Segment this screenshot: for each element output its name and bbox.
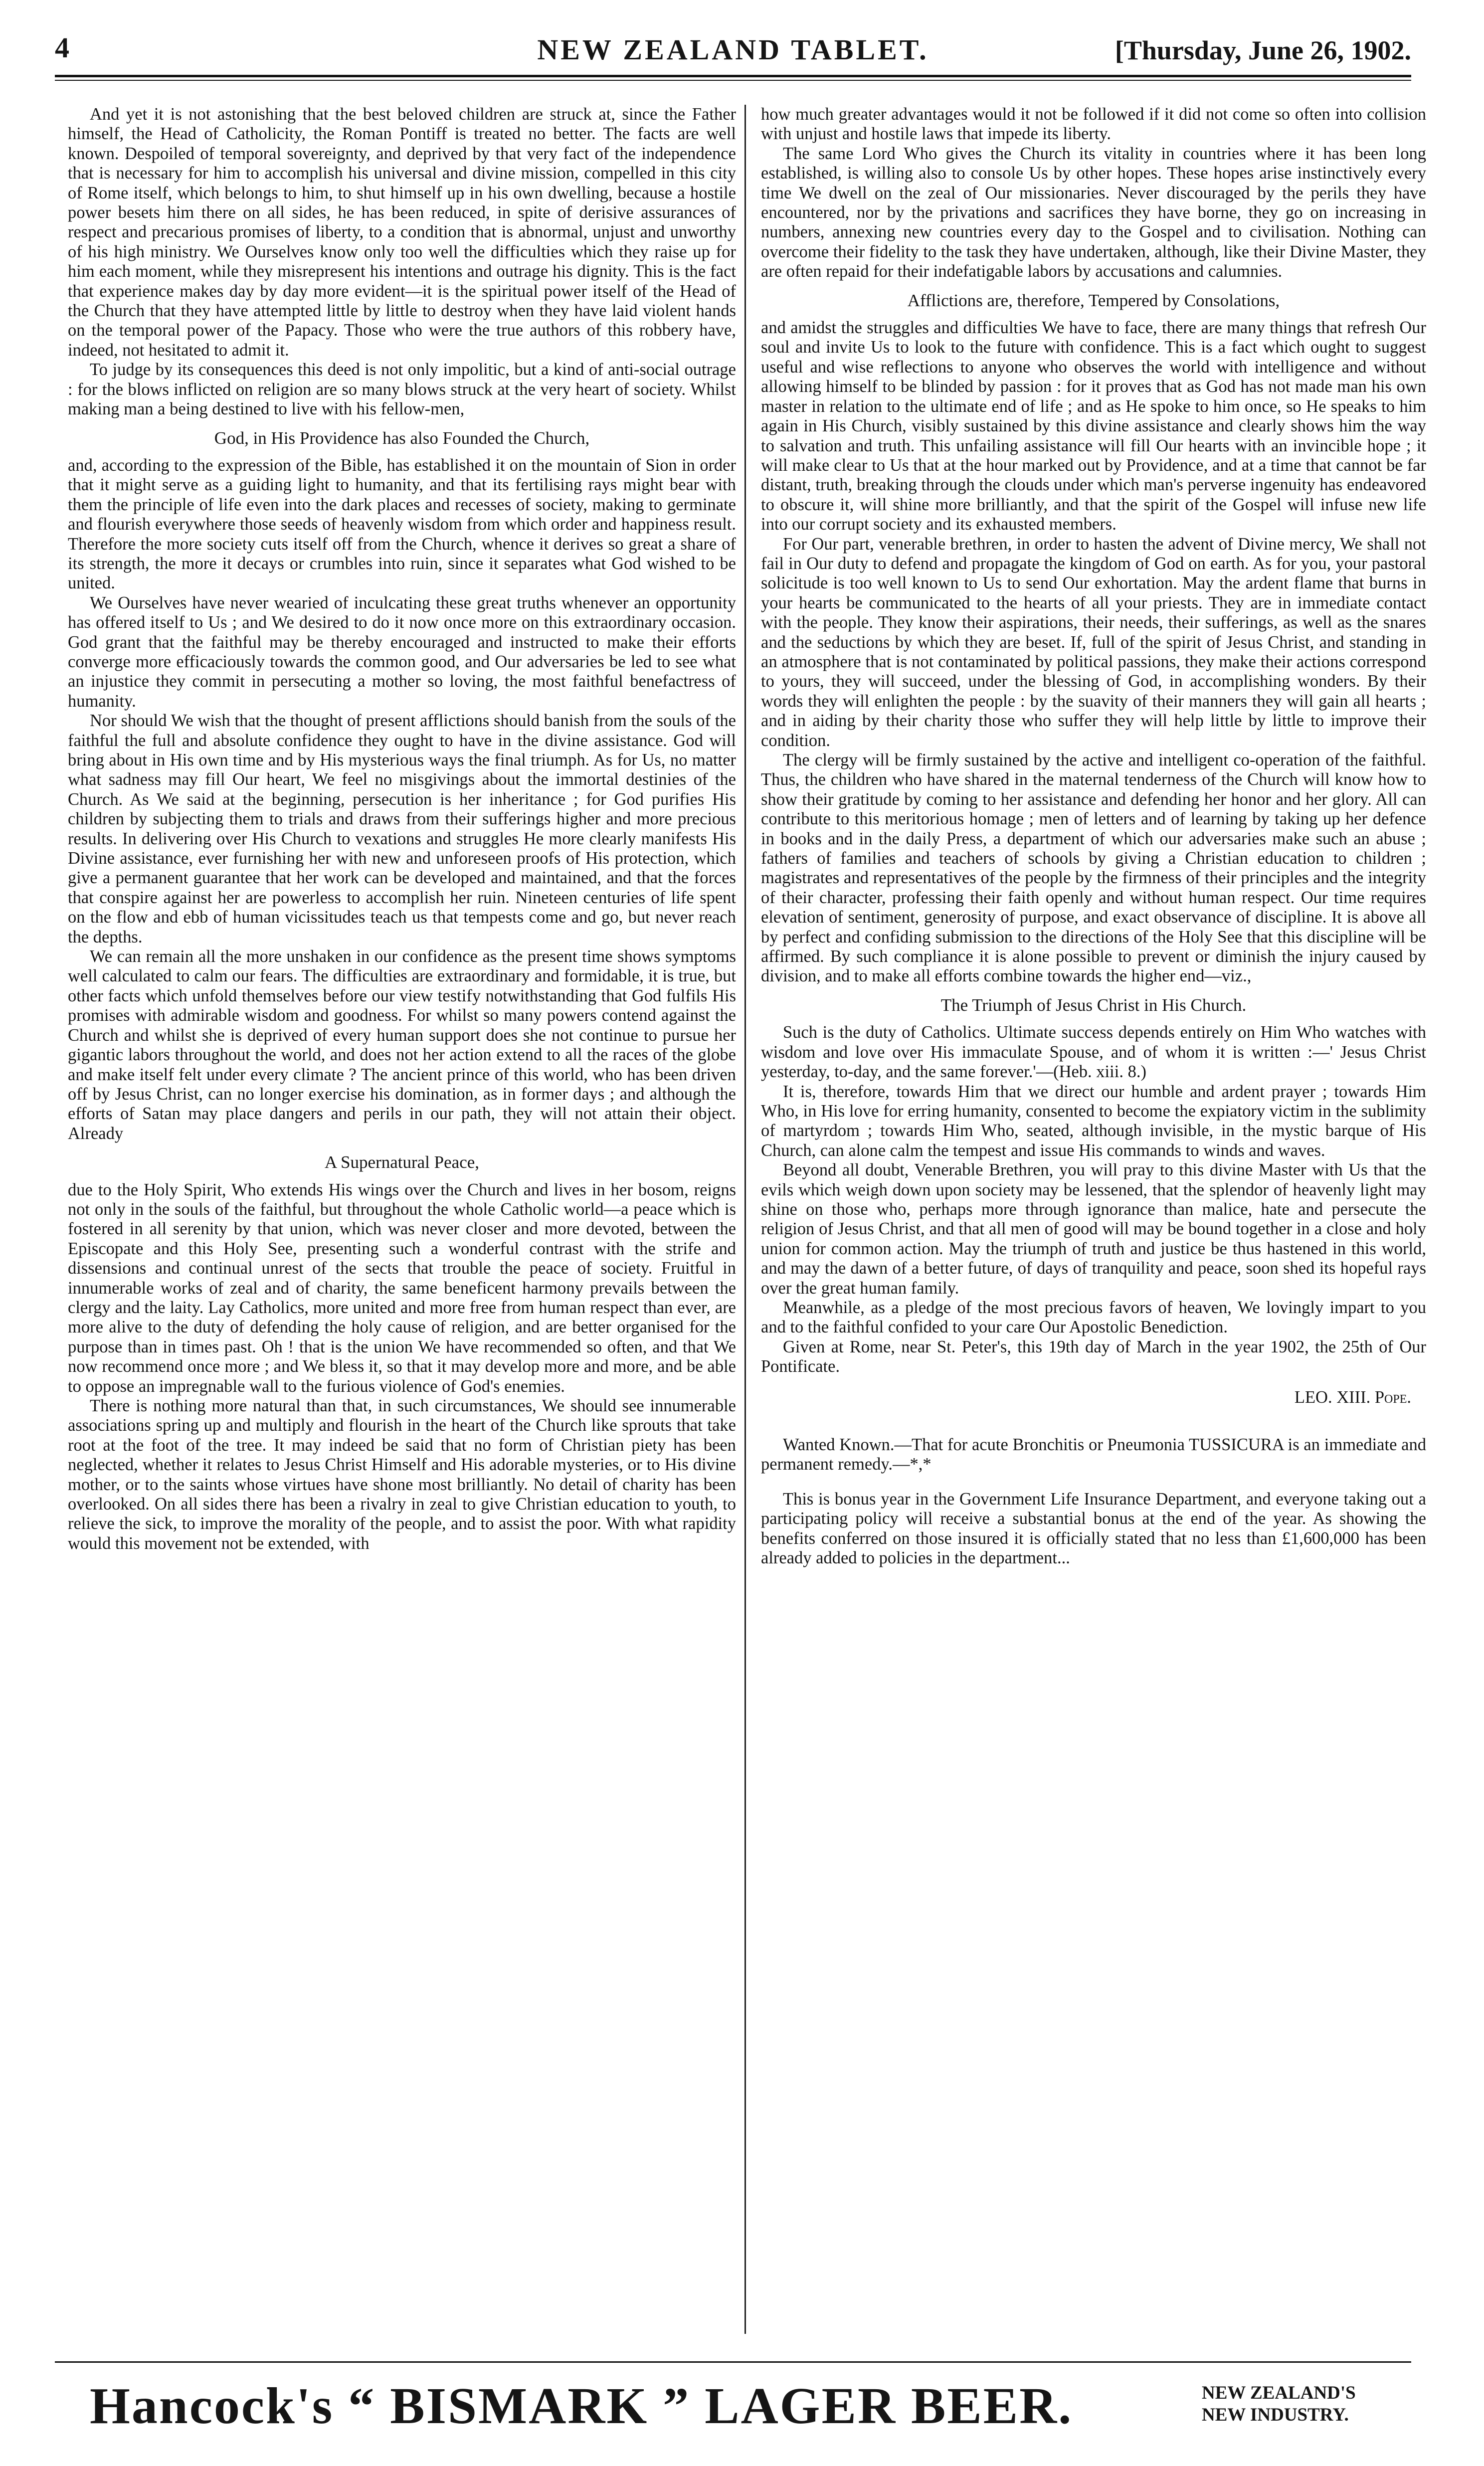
paragraph: For Our part, venerable brethren, in order to hasten the advent of Divine mercy, We shall not fail in Our duty to defend and propagate the kingdom of God on earth. As for you, your pastoral solicitude is too well known to Us to send Our exhortation. May the ardent flame that burns in your hearts be communicated to the hearts of all your priests. They are in immediate contact with the people. They know their aspirations, their needs, their sufferings, as well as the snares and the seductions by which they are beset. If, full of the spirit of Jesus Christ, and standing in an atmosphere that is not contaminated by political passions, they make their actions correspond to yours, they will succeed, under the blessing of God, in accomplishing wonders. By their words they will enlighten the people : by the suavity of their manners they will gain all hearts ; and in aiding by their charity those who suffer they will help little by little to improve their condition. bbox=[761, 534, 1426, 750]
column-divider bbox=[744, 105, 746, 2334]
paragraph: Meanwhile, as a pledge of the most precious favors of heaven, We lovingly impart to you and to the faithful confided to your care Our Apostolic Benediction. bbox=[761, 1298, 1426, 1337]
footer-rule bbox=[55, 2361, 1411, 2363]
header-rule bbox=[55, 75, 1411, 77]
tagline-line-2: NEW INDUSTRY. bbox=[1202, 2405, 1349, 2425]
paragraph: Given at Rome, near St. Peter's, this 19th day of March in the year 1902, the 25th of Our Pontificate. bbox=[761, 1337, 1426, 1376]
paragraph: and, according to the expression of the Bible, has established it on the mountain of Sion in order that it might serve as a guiding light to humanity, and that its fertilising rays might bear with them the principle of life even into the dark places and recesses of society, making to germinate and flourish everywhere those seeds of heavenly wisdom from which order and happiness result. Therefore the more society cuts itself off from the Church, whence it derives so great a share of its strength, the more it decays or crumbles into ruin, since it separates what God wished to be united. bbox=[68, 455, 736, 593]
page-header bbox=[55, 31, 1411, 71]
section-subheading: Afflictions are, therefore, Tempered by Consolations, bbox=[907, 290, 1280, 310]
page-number: 4 bbox=[55, 31, 69, 64]
advert-headline: Hancock's “ BISMARK ” LAGER BEER. bbox=[90, 2377, 1073, 2435]
paragraph: The same Lord Who gives the Church its vitality in countries where it has been long established, is willing also to console Us by other hopes. These hopes arise instinctively every time We dwell on the zeal of Our missionaries. Never discouraged by the perils they have encountered, nor by the privations and sacrifices they have borne, they go on increasing in numbers, annexing new countries every day to the Gospel and to civilisation. Nothing can overcome their fidelity to the task they have undertaken, although, like their Divine Master, they are often repaid for their indefatigable labors by accusations and calumnies. bbox=[761, 144, 1426, 281]
paragraph: Such is the duty of Catholics. Ultimate success depends entirely on Him Who watches with wisdom and love over His immaculate Spouse, and of whom it is written :—' Jesus Christ yesterday, to-day, and the same forever.'—(Heb. xiii. 8.) bbox=[761, 1023, 1426, 1082]
section-subheading: God, in His Providence has also Founded the Church, bbox=[214, 428, 590, 448]
paragraph: Nor should We wish that the thought of present afflictions should banish from the souls of the faithful the full and absolute confidence they ought to have in the divine assistance. God will bring about in His own time and by His mysterious ways the final triumph. As for Us, no matter what sadness may fill Our heart, We feel no misgivings about the immortal destinies of the Church. As We said at the beginning, persecution is her inheritance ; for God purifies His children by subjecting them to trials and draws from their sufferings higher and more precious results. In delivering over His Church to vexations and struggles He more clearly manifests His Divine assistance, ever furnishing her with new and unforeseen proofs of His protection, which give a permanent guarantee that her work can be developed and maintained, and that the forces that conspire against her are powerless to accomplish her ruin. Nineteen centuries of life spent on the flow and ebb of human vicissitudes teach us that tempests come and go, but never reach the depths. bbox=[68, 711, 736, 947]
notice-life-insurance: This is bonus year in the Government Life Insurance Department, and everyone taking out a participating policy will receive a substantial bonus at the end of the year. As showing the benefits conferred on those insured it is officially stated that no less than £1,600,000 has been already added to policies in the department... bbox=[761, 1489, 1426, 1568]
paragraph: Beyond all doubt, Venerable Brethren, you will pray to this divine Master with Us that the evils which weigh down upon society may be lessened, that the splendor of heavenly light may shine on those who, perhaps more through ignorance than malice, hate and persecute the religion of Jesus Christ, and that all men of good will may be bound together in a close and holy union for common action. May the triumph of truth and justice be thus hastened in this world, and may the dawn of a better future, of days of tranquility and peace, soon shed its hopeful rays over the great human family. bbox=[761, 1160, 1426, 1298]
signature: LEO. XIII. Pope. bbox=[1294, 1387, 1411, 1407]
header-rule-thin bbox=[55, 80, 1411, 81]
tagline-line-1: NEW ZEALAND'S bbox=[1202, 2383, 1356, 2403]
paragraph: how much greater advantages would it not be followed if it did not come so often into collision with unjust and hostile laws that impede its liberty. bbox=[761, 105, 1426, 144]
paragraph: We can remain all the more unshaken in our confidence as the present time shows symptoms well calculated to calm our fears. The difficulties are extraordinary and formidable, it is true, but other facts which unfold themselves before our view testify notwithstanding that God fulfils His promises with admirable wisdom and goodness. For whilst so many powers contend against the Church and whilst she is deprived of every human support does she not continue to pursue her gigantic labors throughout the world, and does not her action extend to all the races of the globe and make itself felt under every climate ? The ancient prince of this world, who has been driven off by Jesus Christ, can no longer exercise his domination, as in former days ; and although the efforts of Satan may place dangers and perils in our path, they will not attain their object. Already bbox=[68, 947, 736, 1143]
issue-date: [Thursday, June 26, 1902. bbox=[1114, 35, 1411, 65]
paragraph: There is nothing more natural than that, in such circumstances, We should see innumerable associations spring up and multiply and flourish in the heart of the Church like sprouts that take root at the foot of the tree. It may indeed be said that no form of Christian piety has been neglected, whether it relates to Jesus Christ Himself and His adorable mysteries, or to His divine mother, or to the saints whose virtues have shone most brilliantly. No detail of charity has been overlooked. On all sides there has been a rivalry in zeal to give Christian education to youth, to relieve the sick, to improve the morality of the people, and to assist the poor. With what rapidity would this movement not be extended, with bbox=[68, 1396, 736, 1553]
paragraph: It is, therefore, towards Him that we direct our humble and ardent prayer ; towards Him Who, in His love for erring humanity, consented to become the expiatory victim in the sublimity of martyrdom ; towards Him Who, seated, although invisible, in the mystic barque of His Church, can alone calm the tempest and issue His commands to winds and waves. bbox=[761, 1082, 1426, 1160]
right-column bbox=[761, 105, 1426, 1568]
masthead-title: NEW ZEALAND TABLET. bbox=[537, 33, 929, 66]
paragraph: We Ourselves have never wearied of inculcating these great truths whenever an opportunity has offered itself to Us ; and We desired to do it now once more on this extraordinary occasion. God grant that the faithful may be thereby encouraged and instructed to make their efforts converge more efficaciously towards the common good, and Our adversaries be led to see what an injustice they commit in persecuting a mother so loving, the most faithful benefactress of humanity. bbox=[68, 593, 736, 711]
paragraph: and amidst the struggles and difficulties We have to face, there are many things that refresh Our soul and invite Us to look to the future with confidence. This is a fact which ought to suggest useful and wise reflections to anyone who observes the world with intelligence and without allowing himself to be blinded by passion : for it proves that as God has not made man his own master in relation to the ultimate end of life ; and as He spoke to him once, so He speaks to him again in His Church, visibly sustained by this divine assistance and clearly shows him the way to salvation and truth. This unfailing assistance will fill Our hearts with an invincible hope ; it will make clear to Us that at the hour marked out by Providence, and at a time that cannot be far distant, truth, breaking through the clouds under which man's perverse ingenuity has endeavored to obscure it, will shine more brilliantly, and that the spirit of the Gospel will infuse new life into our corrupt society and its exhausted members. bbox=[761, 318, 1426, 534]
advert-tagline bbox=[1202, 2382, 1356, 2426]
section-subheading: The Triumph of Jesus Christ in His Church. bbox=[940, 995, 1247, 1015]
paragraph: The clergy will be firmly sustained by the active and intelligent co-operation of the faithful. Thus, the children who have shared in the maternal tenderness of the Church will know how to show their gratitude by coming to her assistance and defending her honor and her glory. All can contribute to this meritorious homage ; men of letters and of learning by taking up her defence in books and in the daily Press, a department of which our adversaries make such an abuse ; fathers of families and teachers of schools by giving a Christian education to children ; magistrates and representatives of the people by the firmness of their principles and the integrity of their character, professing their faith openly and without human respect. Our time requires elevation of sentiment, generosity of purpose, and exact observance of discipline. It is above all by perfect and confiding submission to the directions of the Holy See that this discipline will be affirmed. By such compliance it is alone possible to prevent or diminish the injury caused by division, and to make all efforts combine towards the higher end—viz., bbox=[761, 751, 1426, 986]
paragraph: To judge by its consequences this deed is not only impolitic, but a kind of anti-social outrage : for the blows inflicted on religion are so many blows struck at the very heart of society. Whilst making man a being destined to live with his fellow-men, bbox=[68, 360, 736, 419]
notice-tussicura: Wanted Known.—That for acute Bronchitis or Pneumonia TUSSICURA is an immediate and permanent remedy.—*,* bbox=[761, 1435, 1426, 1474]
footer-advert bbox=[55, 2376, 1411, 2436]
paragraph: due to the Holy Spirit, Who extends His wings over the Church and lives in her bosom, reigns not only in the souls of the faithful, but throughout the whole Catholic world—a peace which is fostered in all serenity by that union, which was never closer and more devoted, between the Episcopate and this Holy See, presenting such a wonderful contrast with the strife and dissensions and continual unrest of the sects that trouble the peace of society. Fruitful in innumerable works of zeal and of charity, the same beneficent harmony prevails between the clergy and the laity. Lay Catholics, more united and more free from human respect than ever, are more alive to the duty of defending the holy cause of religion, and are better organised for the purpose than in times past. Oh ! that is the union We have recommended so often, and that We now recommend once more ; and We bless it, so that it may develop more and more, and be able to oppose an impregnable wall to the furious violence of God's enemies. bbox=[68, 1180, 736, 1396]
section-subheading: A Supernatural Peace, bbox=[324, 1152, 480, 1172]
left-column bbox=[68, 105, 736, 1553]
paragraph: And yet it is not astonishing that the best beloved children are struck at, since the Father himself, the Head of Catholicity, the Roman Pontiff is treated no better. The facts are well known. Despoiled of temporal sovereignty, and deprived by that very fact of the independence that is necessary for him to accomplish his universal and divine mission, compelled in this city of Rome itself, which belongs to him, to shut himself up in his own dwelling, because a hostile power besets him there on all sides, he has been reduced, in spite of derisive assurances of respect and precarious promises of liberty, to a condition that is abnormal, unjust and unworthy of his high ministry. We Ourselves know only too well the difficulties which they raise up for him each moment, while they misrepresent his intentions and outrage his dignity. This is the fact that experience makes day by day more evident—it is the spiritual power itself of the Head of the Church that they have attempted little by little to destroy when they have laid violent hands on the temporal power of the Papacy. Those who were the true authors of this robbery have, indeed, not hesitated to admit it. bbox=[68, 105, 736, 360]
